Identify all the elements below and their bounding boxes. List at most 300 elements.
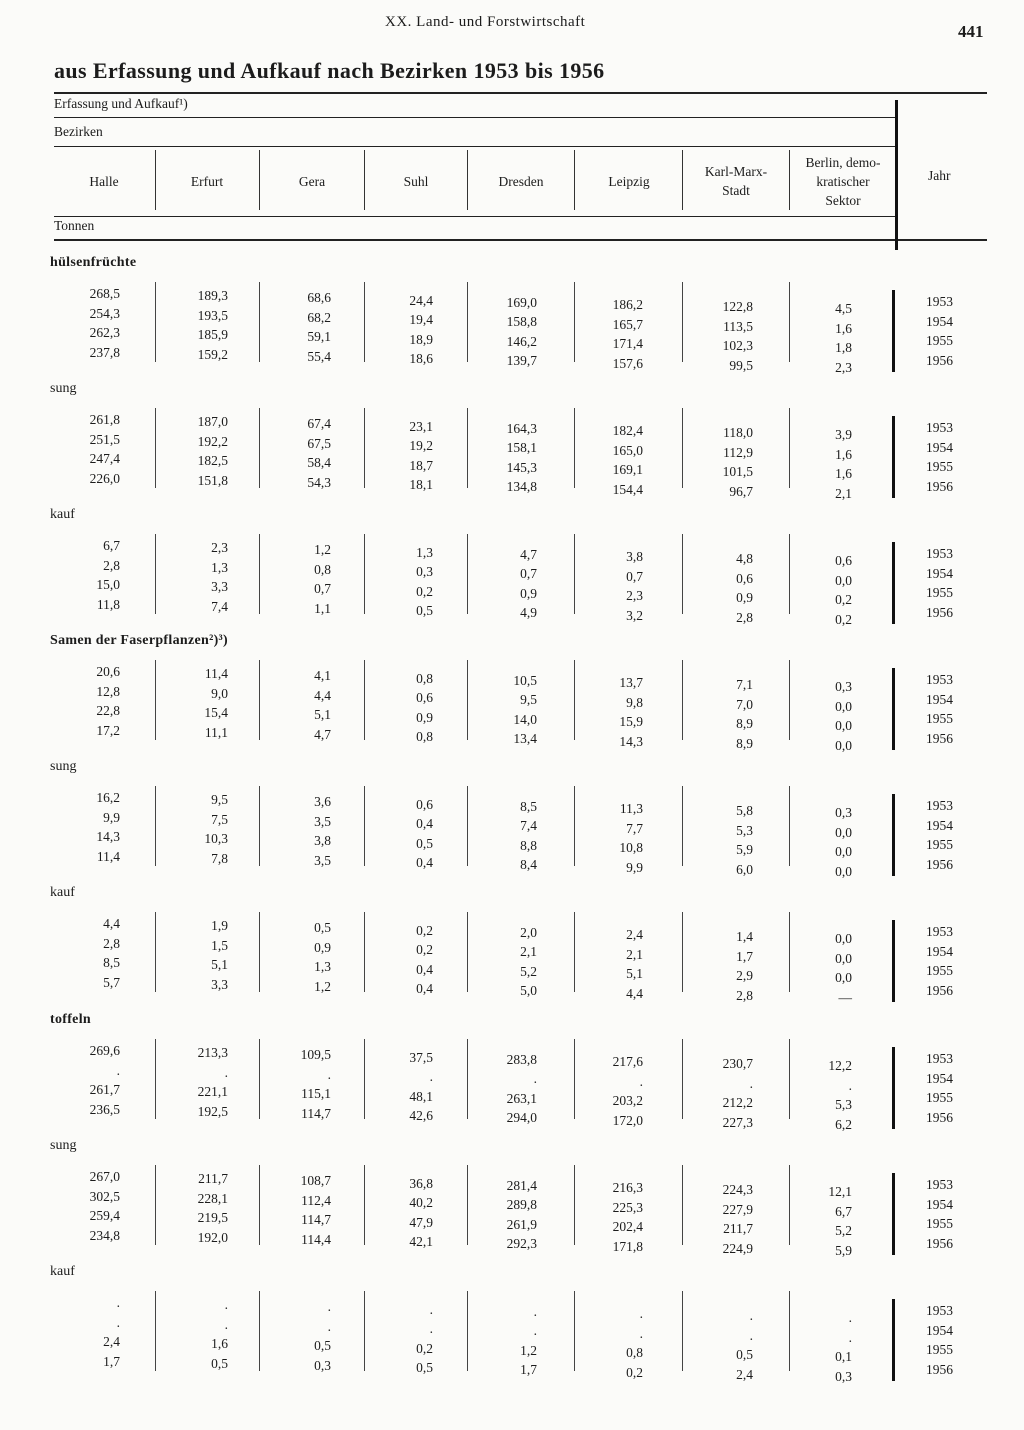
section-label: hülsenfrüchte — [50, 255, 137, 270]
year-cell: 1953 — [926, 1303, 953, 1318]
column-rule — [155, 282, 156, 362]
table-cell: 2,3 — [626, 588, 643, 603]
table-cell: 4,8 — [736, 551, 753, 567]
column-rule — [364, 408, 365, 488]
table-cell: 55,4 — [307, 348, 331, 364]
table-cell: 3,6 — [314, 794, 331, 810]
table-cell: 11,4 — [96, 848, 120, 864]
year-cell: 1955 — [926, 1090, 953, 1105]
table-cell: 9,8 — [626, 694, 643, 710]
table-cell: 1,6 — [835, 446, 852, 462]
table-cell: 8,4 — [520, 857, 537, 873]
table-cell: 6,7 — [835, 1203, 852, 1219]
table-cell: 11,1 — [204, 724, 228, 740]
page-number: 441 — [958, 22, 984, 41]
column-header: Karl-Marx- Stadt — [704, 164, 768, 198]
table-cell: 227,9 — [722, 1201, 753, 1217]
header-unit: Tonnen — [54, 218, 95, 233]
column-rule — [364, 660, 365, 740]
table-cell: 259,4 — [89, 1208, 120, 1223]
table-cell: 0,2 — [416, 583, 433, 599]
table-cell: 171,4 — [612, 336, 643, 351]
table-cell: 1,7 — [736, 948, 753, 964]
table-cell: 2,3 — [835, 359, 852, 375]
table-cell: 261,9 — [506, 1216, 537, 1232]
table-cell: 0,5 — [416, 603, 433, 619]
table-cell: 0,5 — [211, 1355, 228, 1371]
table-cell: 118,0 — [723, 425, 753, 441]
table-cell: 5,8 — [736, 803, 753, 819]
table-cell: 216,3 — [612, 1180, 643, 1195]
table-cell: 101,5 — [722, 464, 753, 480]
table-cell: 114,4 — [301, 1231, 331, 1247]
table-cell: . — [848, 1077, 852, 1093]
table-cell: 0,2 — [835, 611, 852, 627]
table-cell: 11,8 — [96, 596, 120, 612]
column-rule — [789, 912, 790, 992]
table-cell: 112,4 — [301, 1192, 331, 1208]
year-cell: 1954 — [926, 439, 953, 455]
table-cell: 302,5 — [89, 1188, 120, 1204]
table-cell: . — [639, 1325, 643, 1341]
table-cell: . — [429, 1069, 433, 1085]
running-head: XX. Land- und Forstwirtschaft — [385, 14, 586, 30]
table-cell: 14,0 — [513, 711, 537, 727]
table-cell: 1,3 — [314, 959, 331, 975]
table-cell: 193,5 — [197, 307, 228, 323]
column-rule — [364, 1291, 365, 1371]
year-cell: 1955 — [926, 333, 953, 348]
table-cell: 202,4 — [612, 1219, 643, 1234]
column-rule — [155, 534, 156, 614]
column-rule — [682, 1039, 683, 1119]
column-rule — [574, 534, 575, 614]
table-cell: . — [116, 1295, 120, 1310]
table-cell: 5,7 — [103, 974, 120, 990]
column-rule — [155, 912, 156, 992]
table-cell: 211,7 — [198, 1171, 228, 1187]
table-cell: 213,3 — [197, 1045, 228, 1061]
table-cell: 4,4 — [626, 985, 643, 1001]
table-cell: 18,7 — [409, 457, 433, 473]
column-header: Erfurt — [190, 173, 224, 189]
table-cell: 11,3 — [619, 801, 643, 816]
table-cell: 228,1 — [197, 1190, 228, 1206]
column-rule — [467, 660, 468, 740]
column-rule — [155, 408, 156, 488]
section-label: Samen der Faserpflanzen²)³) — [50, 633, 228, 648]
column-rule — [574, 786, 575, 866]
header-rule-1 — [54, 117, 895, 118]
table-cell: 247,4 — [89, 451, 120, 466]
table-cell: 2,9 — [736, 968, 753, 984]
table-cell: 0,6 — [835, 553, 852, 569]
year-cell: 1954 — [926, 691, 953, 707]
table-cell: 0,3 — [314, 1357, 331, 1373]
column-rule — [574, 408, 575, 488]
table-cell: 1,1 — [314, 600, 331, 616]
table-cell: 289,8 — [506, 1197, 537, 1213]
table-cell: 139,7 — [506, 353, 537, 369]
year-cell: 1956 — [926, 856, 953, 872]
table-cell: 14,3 — [96, 829, 120, 844]
table-cell: 0,2 — [626, 1364, 643, 1380]
year-rule — [892, 290, 895, 372]
table-cell: 9,0 — [211, 685, 228, 701]
table-cell: 2,1 — [835, 485, 852, 501]
column-rule — [467, 786, 468, 866]
table-cell: 3,8 — [626, 549, 643, 564]
table-cell: 0,7 — [520, 566, 537, 582]
column-rule — [259, 912, 260, 992]
table-cell: 1,4 — [736, 929, 753, 945]
table-cell: 283,8 — [506, 1051, 537, 1067]
group-label: kauf — [50, 885, 75, 900]
year-cell: 1956 — [926, 478, 953, 494]
table-cell: 4,4 — [314, 687, 331, 703]
column-rule — [789, 1165, 790, 1245]
table-cell: 189,3 — [197, 288, 228, 304]
table-cell: 13,4 — [513, 731, 537, 747]
header-bottom-rule — [54, 239, 987, 241]
column-rule — [259, 1039, 260, 1119]
table-cell: 0,5 — [416, 1360, 433, 1376]
table-cell: 0,8 — [626, 1345, 643, 1360]
table-cell: 23,1 — [409, 418, 433, 434]
table-cell: 1,6 — [835, 466, 852, 482]
table-cell: 172,0 — [612, 1112, 643, 1128]
table-cell: 2,8 — [103, 557, 120, 573]
table-cell: 224,9 — [722, 1240, 753, 1256]
year-cell: 1955 — [926, 1216, 953, 1231]
table-cell: 0,0 — [835, 950, 852, 966]
table-cell: 109,5 — [300, 1047, 331, 1063]
column-rule — [155, 1165, 156, 1245]
table-cell: 3,5 — [314, 852, 331, 868]
column-rule — [364, 282, 365, 362]
year-cell: 1954 — [926, 1070, 953, 1086]
table-cell: 2,3 — [211, 540, 228, 556]
table-cell: . — [429, 1321, 433, 1337]
table-cell: 5,2 — [520, 963, 537, 979]
column-rule — [682, 912, 683, 992]
year-rule — [892, 1299, 895, 1381]
table-cell: 48,1 — [409, 1088, 433, 1104]
column-rule — [467, 1165, 468, 1245]
table-cell: 18,1 — [409, 477, 433, 493]
table-cell: . — [224, 1316, 228, 1332]
column-rule — [259, 534, 260, 614]
year-cell: 1955 — [926, 1342, 953, 1357]
header-row-1: Erfassung und Aufkauf¹) — [54, 96, 188, 111]
table-cell: 226,0 — [89, 470, 120, 486]
table-cell: . — [639, 1073, 643, 1089]
table-cell: 42,6 — [409, 1108, 433, 1124]
table-cell: . — [327, 1299, 331, 1315]
table-cell: 0,8 — [416, 670, 433, 686]
table-cell: 145,3 — [506, 459, 537, 475]
column-rule — [155, 1039, 156, 1119]
table-cell: 221,1 — [197, 1084, 228, 1100]
table-cell: . — [639, 1306, 643, 1321]
table-cell: 134,8 — [506, 479, 537, 495]
column-header: Dresden — [498, 173, 544, 189]
table-cell: 0,1 — [835, 1349, 852, 1365]
table-cell: 68,6 — [307, 290, 331, 306]
table-cell: 0,0 — [835, 844, 852, 860]
table-cell: . — [533, 1303, 537, 1319]
table-cell: 0,6 — [416, 690, 433, 706]
table-cell: 1,3 — [416, 544, 433, 560]
table-cell: 0,5 — [314, 1338, 331, 1354]
table-cell: 5,3 — [835, 1097, 852, 1113]
table-cell: 165,0 — [612, 442, 643, 458]
table-cell: 4,9 — [520, 605, 537, 621]
table-cell: 16,2 — [96, 790, 120, 805]
table-cell: 15,9 — [619, 714, 643, 729]
table-cell: 0,0 — [835, 931, 852, 947]
group-label: kauf — [50, 507, 75, 522]
table-cell: 68,2 — [307, 309, 331, 325]
table-cell: 11,4 — [204, 666, 228, 682]
year-cell: 1956 — [926, 352, 953, 368]
column-rule — [682, 282, 683, 362]
table-cell: 0,3 — [835, 679, 852, 695]
table-cell: 15,4 — [204, 705, 228, 721]
table-cell: 227,3 — [722, 1114, 753, 1130]
table-cell: 8,5 — [103, 955, 120, 970]
table-cell: 268,5 — [89, 286, 120, 301]
column-rule — [155, 660, 156, 740]
column-header: Suhl — [403, 173, 429, 189]
table-cell: 67,4 — [307, 416, 331, 432]
table-cell: 1,6 — [211, 1336, 228, 1352]
table-cell: 254,3 — [89, 305, 120, 321]
year-cell: 1956 — [926, 604, 953, 620]
table-cell: 0,9 — [416, 709, 433, 725]
table-cell: 108,7 — [300, 1173, 331, 1189]
table-cell: 294,0 — [506, 1110, 537, 1126]
table-cell: 269,6 — [89, 1043, 120, 1058]
table-cell: 0,7 — [626, 568, 643, 584]
table-cell: 2,1 — [626, 946, 643, 962]
table-cell: 5,1 — [314, 707, 331, 723]
table-cell: 185,9 — [197, 327, 228, 343]
table-cell: 12,1 — [828, 1184, 852, 1200]
table-cell: 99,5 — [729, 357, 753, 373]
table-cell: 12,2 — [828, 1058, 852, 1074]
table-cell: 13,7 — [619, 675, 643, 690]
year-cell: 1954 — [926, 565, 953, 581]
year-cell: 1956 — [926, 1361, 953, 1377]
table-cell: 4,5 — [835, 301, 852, 317]
column-rule — [682, 1165, 683, 1245]
table-cell: 3,5 — [314, 813, 331, 829]
table-cell: 102,3 — [722, 338, 753, 354]
table-cell: 281,4 — [506, 1177, 537, 1193]
table-cell: 5,3 — [736, 822, 753, 838]
table-cell: 234,8 — [89, 1227, 120, 1243]
year-rule — [892, 668, 895, 750]
column-rule — [364, 534, 365, 614]
column-rule — [682, 660, 683, 740]
column-rule — [364, 912, 365, 992]
table-cell: 237,8 — [89, 344, 120, 360]
table-cell: 10,8 — [619, 840, 643, 855]
table-cell: 0,3 — [416, 564, 433, 580]
table-cell: 1,6 — [835, 320, 852, 336]
column-header: Halle — [89, 173, 119, 189]
table-cell: 4,1 — [314, 668, 331, 684]
table-cell: 17,2 — [96, 722, 120, 738]
column-rule — [155, 1291, 156, 1371]
header-top-rule — [54, 92, 987, 94]
column-rule — [259, 282, 260, 362]
table-cell: 9,5 — [520, 692, 537, 708]
column-rule — [467, 534, 468, 614]
table-cell: . — [749, 1327, 753, 1343]
table-cell: 151,8 — [197, 472, 228, 488]
year-rule — [892, 416, 895, 498]
column-rule — [789, 282, 790, 362]
table-cell: . — [116, 1062, 120, 1078]
table-cell: 0,0 — [835, 824, 852, 840]
table-cell: 6,0 — [736, 861, 753, 877]
table-cell: 192,2 — [197, 433, 228, 449]
table-cell: 1,9 — [211, 918, 228, 934]
table-cell: 37,5 — [409, 1049, 433, 1065]
table-cell: 0,0 — [835, 718, 852, 734]
column-rule — [364, 786, 365, 866]
table-cell: . — [327, 1318, 331, 1334]
table-cell: 3,3 — [211, 579, 228, 595]
table-cell: 0,2 — [835, 592, 852, 608]
column-rule — [364, 1165, 365, 1245]
year-cell: 1955 — [926, 837, 953, 852]
column-rule — [259, 408, 260, 488]
column-header-rule — [467, 150, 468, 210]
group-label: sung — [50, 759, 77, 774]
table-cell: 112,9 — [723, 444, 753, 460]
table-cell: 2,4 — [626, 927, 643, 942]
table-cell: . — [116, 1314, 120, 1330]
table-cell: 0,9 — [314, 939, 331, 955]
column-rule — [364, 1039, 365, 1119]
table-cell: 0,0 — [835, 970, 852, 986]
table-cell: 54,3 — [307, 474, 331, 490]
table-cell: 0,7 — [314, 581, 331, 597]
table-cell: 261,7 — [89, 1082, 120, 1097]
table-cell: 2,4 — [103, 1334, 120, 1349]
column-rule — [574, 282, 575, 362]
year-rule — [892, 920, 895, 1002]
table-cell: 8,9 — [736, 735, 753, 751]
table-cell: 2,8 — [736, 987, 753, 1003]
column-rule — [574, 660, 575, 740]
table-cell: 0,6 — [736, 570, 753, 586]
table-cell: 0,9 — [520, 585, 537, 601]
table-cell: 2,8 — [103, 935, 120, 951]
table-cell: 3,2 — [626, 607, 643, 623]
year-cell: 1956 — [926, 1109, 953, 1125]
column-rule — [259, 660, 260, 740]
table-cell: 4,7 — [314, 726, 331, 742]
column-rule — [467, 282, 468, 362]
column-rule — [789, 786, 790, 866]
table-cell: 0,3 — [835, 805, 852, 821]
table-cell: 261,8 — [89, 412, 120, 427]
table-cell: . — [533, 1071, 537, 1087]
table-cell: 0,5 — [736, 1347, 753, 1363]
year-cell: 1954 — [926, 817, 953, 833]
table-cell: 1,3 — [211, 559, 228, 575]
table-cell: — — [838, 989, 852, 1005]
table-cell: 158,8 — [506, 314, 537, 330]
column-rule — [574, 1039, 575, 1119]
table-cell: 2,0 — [520, 924, 537, 940]
year-cell: 1953 — [926, 798, 953, 813]
table-cell: 59,1 — [307, 329, 331, 345]
table-cell: 4,4 — [103, 916, 120, 931]
table-cell: 3,8 — [314, 833, 331, 849]
table-cell: 203,2 — [612, 1093, 643, 1108]
table-cell: . — [224, 1297, 228, 1313]
year-rule — [892, 542, 895, 624]
table-cell: 159,2 — [197, 346, 228, 362]
column-rule — [574, 1291, 575, 1371]
year-cell: 1955 — [926, 711, 953, 726]
table-cell: 1,2 — [314, 542, 331, 558]
column-header: Leipzig — [608, 173, 650, 189]
year-rule — [892, 1047, 895, 1129]
table-cell: 67,5 — [307, 435, 331, 451]
table-cell: 122,8 — [722, 299, 753, 315]
column-rule — [155, 786, 156, 866]
table-cell: 7,7 — [626, 820, 643, 836]
table-cell: 0,8 — [416, 729, 433, 745]
table-cell: 0,4 — [416, 855, 433, 871]
year-cell: 1956 — [926, 730, 953, 746]
table-cell: 7,0 — [736, 696, 753, 712]
year-rule — [892, 1173, 895, 1255]
section-label: toffeln — [50, 1012, 91, 1027]
table-cell: 230,7 — [722, 1056, 753, 1072]
year-cell: 1953 — [926, 420, 953, 435]
table-cell: 1,7 — [103, 1353, 120, 1369]
table-cell: 8,5 — [520, 798, 537, 814]
table-cell: 0,0 — [835, 737, 852, 753]
table-cell: 19,4 — [409, 312, 433, 328]
table-cell: 1,2 — [520, 1342, 537, 1358]
table-cell: 236,5 — [89, 1101, 120, 1117]
table-cell: 114,7 — [301, 1212, 331, 1228]
table-cell: 0,4 — [416, 816, 433, 832]
year-cell: 1954 — [926, 1322, 953, 1338]
table-cell: 9,5 — [211, 792, 228, 808]
table-cell: 58,4 — [307, 455, 331, 471]
table-cell: 7,4 — [211, 598, 228, 614]
year-cell: 1954 — [926, 943, 953, 959]
table-cell: 0,6 — [416, 796, 433, 812]
table-cell: 0,2 — [416, 1340, 433, 1356]
table-cell: 6,7 — [103, 538, 120, 553]
column-rule — [682, 1291, 683, 1371]
table-cell: 18,9 — [409, 331, 433, 347]
table-cell: 182,5 — [197, 453, 228, 469]
table-cell: 8,9 — [736, 716, 753, 732]
column-rule — [682, 786, 683, 866]
table-cell: 96,7 — [729, 483, 753, 499]
